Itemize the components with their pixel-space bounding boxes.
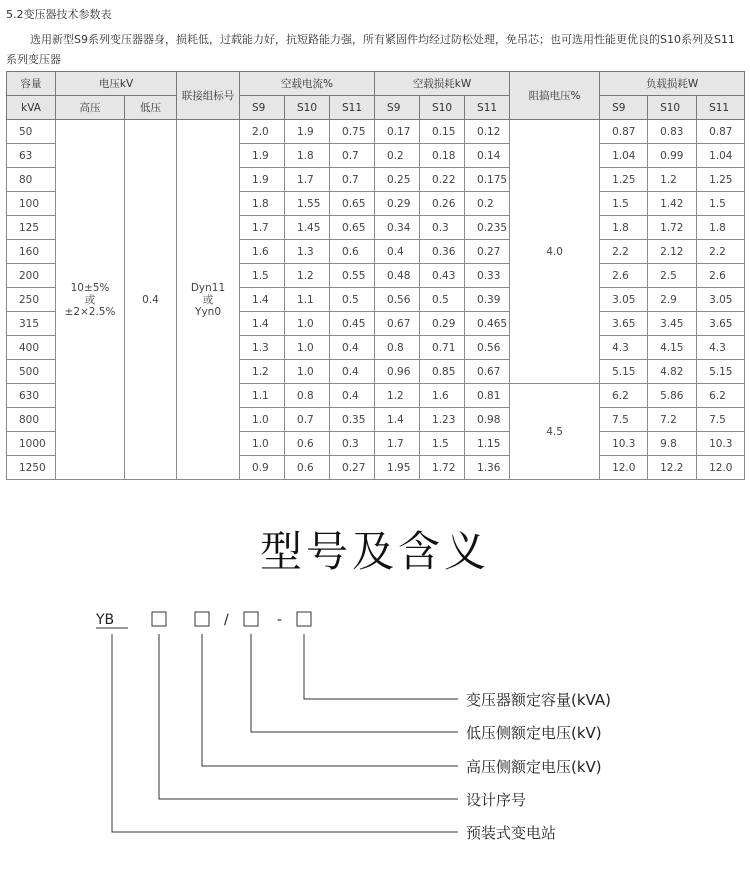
no-load-loss-cell: 0.18 [420,144,465,168]
load-loss-cell: 2.5 [648,264,697,288]
no-load-loss-cell: 0.2 [465,192,510,216]
no-load-current-cell: 1.3 [240,336,285,360]
load-loss-cell: 2.6 [697,264,745,288]
no-load-loss-cell: 0.67 [465,360,510,384]
no-load-current-cell: 0.7 [330,168,375,192]
section-title: 5.2变压器技术参数表 [6,8,112,21]
code-box-1 [152,612,166,626]
no-load-current-cell: 0.27 [330,456,375,480]
meaning-design-number: 设计序号 [466,791,527,809]
load-loss-cell: 1.5 [600,192,648,216]
high-voltage-cell [56,120,125,480]
no-load-current-cell: 1.2 [240,360,285,384]
no-load-loss-cell: 1.2 [375,384,420,408]
header-no-load-loss: 空载损耗kW [375,72,510,96]
no-load-current-cell: 1.0 [285,312,330,336]
vector-group-cell-line: 或 [202,293,214,306]
no-load-loss-cell: 0.27 [465,240,510,264]
no-load-loss-cell: 0.17 [375,120,420,144]
capacity-cell: 250 [7,288,56,312]
no-load-loss-cell: 0.465 [465,312,510,336]
intro-paragraph: 选用新型S9系列变压器器身，损耗低，过载能力好，抗短路能力强，所有紧固件均经过防松处理，免吊芯；也可选用性能更优良的S10系列及S11系列变压器 [6,33,735,66]
load-loss-cell: 1.8 [600,216,648,240]
no-load-loss-cell: 1.7 [375,432,420,456]
capacity-cell: 400 [7,336,56,360]
no-load-loss-cell: 0.98 [465,408,510,432]
meaning-low-voltage: 低压侧额定电压(kV) [466,724,602,742]
no-load-loss-cell: 0.26 [420,192,465,216]
header-low-voltage: 低压 [125,96,177,120]
load-loss-cell: 0.99 [648,144,697,168]
impedance-cell-upper [510,120,600,384]
model-code-diagram [0,590,750,850]
no-load-loss-cell: 0.85 [420,360,465,384]
no-load-loss-cell: 0.39 [465,288,510,312]
capacity-cell: 125 [7,216,56,240]
high-voltage-cell-line: 10±5% [70,281,110,294]
model-title: 型号及含义 [259,527,490,576]
load-loss-cell: 1.8 [697,216,745,240]
no-load-current-cell: 0.35 [330,408,375,432]
no-load-current-cell: 1.3 [285,240,330,264]
load-loss-cell: 5.86 [648,384,697,408]
no-load-loss-cell: 0.8 [375,336,420,360]
header-p0-s11: S11 [465,96,510,120]
no-load-current-cell: 0.6 [285,456,330,480]
no-load-loss-cell: 0.2 [375,144,420,168]
leader-capacity [304,634,458,699]
no-load-current-cell: 1.9 [285,120,330,144]
vector-group-cell-line: Yyn0 [195,305,221,318]
code-slash: / [224,612,229,628]
load-loss-cell: 1.2 [648,168,697,192]
load-loss-cell: 0.83 [648,120,697,144]
no-load-current-cell: 0.75 [330,120,375,144]
load-loss-cell: 4.3 [697,336,745,360]
no-load-loss-cell: 1.95 [375,456,420,480]
low-voltage-cell-line: 0.4 [142,293,159,306]
header-pk-s10: S10 [648,96,697,120]
header-p0-s10: S10 [420,96,465,120]
no-load-loss-cell: 0.12 [465,120,510,144]
no-load-current-cell: 0.7 [285,408,330,432]
load-loss-cell: 0.87 [697,120,745,144]
leader-low-voltage [251,634,458,732]
no-load-loss-cell: 0.4 [375,240,420,264]
load-loss-cell: 4.82 [648,360,697,384]
table-row [7,120,745,144]
load-loss-cell: 3.05 [600,288,648,312]
no-load-current-cell: 1.4 [240,288,285,312]
no-load-loss-cell: 0.175 [465,168,510,192]
no-load-current-cell: 0.6 [330,240,375,264]
load-loss-cell: 12.0 [600,456,648,480]
load-loss-cell: 3.65 [697,312,745,336]
no-load-loss-cell: 1.5 [420,432,465,456]
no-load-current-cell: 1.1 [240,384,285,408]
no-load-current-cell: 1.55 [285,192,330,216]
no-load-loss-cell: 0.3 [420,216,465,240]
no-load-current-cell: 0.4 [330,360,375,384]
load-loss-cell: 1.72 [648,216,697,240]
no-load-current-cell: 1.5 [240,264,285,288]
capacity-cell: 1250 [7,456,56,480]
load-loss-cell: 6.2 [697,384,745,408]
no-load-loss-cell: 0.81 [465,384,510,408]
no-load-loss-cell: 0.67 [375,312,420,336]
no-load-loss-cell: 0.48 [375,264,420,288]
load-loss-cell: 3.05 [697,288,745,312]
load-loss-cell: 6.2 [600,384,648,408]
capacity-cell: 50 [7,120,56,144]
header-no-load-current: 空载电流% [240,72,375,96]
no-load-current-cell: 1.45 [285,216,330,240]
no-load-current-cell: 0.4 [330,336,375,360]
low-voltage-cell [125,120,177,480]
load-loss-cell: 7.2 [648,408,697,432]
leader-design-number [159,634,458,799]
no-load-current-cell: 1.0 [240,408,285,432]
no-load-loss-cell: 1.15 [465,432,510,456]
load-loss-cell: 1.04 [697,144,745,168]
load-loss-cell: 3.65 [600,312,648,336]
capacity-cell: 100 [7,192,56,216]
load-loss-cell: 5.15 [600,360,648,384]
no-load-current-cell: 1.0 [240,432,285,456]
load-loss-cell: 4.15 [648,336,697,360]
load-loss-cell: 12.0 [697,456,745,480]
header-i-s11: S11 [330,96,375,120]
header-load-loss: 负载损耗W [600,72,745,96]
capacity-cell: 630 [7,384,56,408]
code-prefix: YB [96,612,115,628]
header-i-s9: S9 [240,96,285,120]
no-load-current-cell: 1.4 [240,312,285,336]
load-loss-cell: 1.25 [600,168,648,192]
no-load-current-cell: 1.8 [240,192,285,216]
load-loss-cell: 7.5 [600,408,648,432]
code-box-4 [297,612,311,626]
no-load-current-cell: 0.9 [240,456,285,480]
no-load-loss-cell: 0.235 [465,216,510,240]
no-load-loss-cell: 0.96 [375,360,420,384]
no-load-current-cell: 1.7 [240,216,285,240]
no-load-loss-cell: 0.56 [465,336,510,360]
load-loss-cell: 2.2 [697,240,745,264]
header-capacity: 容量 [7,72,56,96]
code-box-2 [195,612,209,626]
load-loss-cell: 1.04 [600,144,648,168]
no-load-current-cell: 0.8 [285,384,330,408]
no-load-current-cell: 1.0 [285,336,330,360]
no-load-loss-cell: 0.22 [420,168,465,192]
no-load-loss-cell: 0.5 [420,288,465,312]
load-loss-cell: 9.8 [648,432,697,456]
no-load-current-cell: 0.65 [330,192,375,216]
no-load-loss-cell: 0.34 [375,216,420,240]
capacity-cell: 200 [7,264,56,288]
load-loss-cell: 3.45 [648,312,697,336]
leader-prefix [112,634,458,832]
no-load-current-cell: 0.3 [330,432,375,456]
load-loss-cell: 2.12 [648,240,697,264]
no-load-loss-cell: 1.6 [420,384,465,408]
no-load-loss-cell: 0.33 [465,264,510,288]
no-load-loss-cell: 0.29 [420,312,465,336]
load-loss-cell: 12.2 [648,456,697,480]
capacity-cell: 160 [7,240,56,264]
impedance-cell-upper-line: 4.0 [546,245,563,258]
code-box-3 [244,612,258,626]
load-loss-cell: 4.3 [600,336,648,360]
no-load-current-cell: 1.7 [285,168,330,192]
load-loss-cell: 1.5 [697,192,745,216]
no-load-current-cell: 1.8 [285,144,330,168]
meaning-prefabricated-substation: 预装式变电站 [466,824,557,842]
header-pk-s11: S11 [697,96,745,120]
no-load-current-cell: 2.0 [240,120,285,144]
code-dash: - [277,612,283,628]
high-voltage-cell-line: 或 [84,293,96,306]
capacity-cell: 63 [7,144,56,168]
impedance-cell-lower [510,384,600,480]
no-load-current-cell: 0.65 [330,216,375,240]
no-load-loss-cell: 0.15 [420,120,465,144]
header-p0-s9: S9 [375,96,420,120]
capacity-cell: 500 [7,360,56,384]
no-load-loss-cell: 0.14 [465,144,510,168]
vector-group-cell [177,120,240,480]
leader-high-voltage [202,634,458,766]
no-load-loss-cell: 0.36 [420,240,465,264]
no-load-current-cell: 0.55 [330,264,375,288]
load-loss-cell: 0.87 [600,120,648,144]
load-loss-cell: 2.2 [600,240,648,264]
no-load-loss-cell: 1.23 [420,408,465,432]
load-loss-cell: 2.9 [648,288,697,312]
no-load-loss-cell: 0.71 [420,336,465,360]
no-load-loss-cell: 0.29 [375,192,420,216]
meaning-capacity: 变压器额定容量(kVA) [466,691,611,709]
no-load-current-cell: 1.9 [240,168,285,192]
spec-table [6,71,745,480]
vector-group-cell-line: Dyn11 [190,281,226,294]
no-load-loss-cell: 0.43 [420,264,465,288]
no-load-loss-cell: 0.25 [375,168,420,192]
capacity-cell: 1000 [7,432,56,456]
header-impedance: 阻搞电压% [510,72,600,120]
high-voltage-cell-line: ±2×2.5% [64,305,116,318]
load-loss-cell: 10.3 [600,432,648,456]
impedance-cell-lower-line: 4.5 [546,425,563,438]
load-loss-cell: 2.6 [600,264,648,288]
header-vector-group: 联接组标号 [177,72,240,120]
meaning-high-voltage: 高压侧额定电压(kV) [466,758,602,776]
header-voltage: 电压kV [56,72,177,96]
no-load-current-cell: 1.9 [240,144,285,168]
no-load-current-cell: 0.5 [330,288,375,312]
no-load-loss-cell: 0.56 [375,288,420,312]
no-load-loss-cell: 1.72 [420,456,465,480]
load-loss-cell: 7.5 [697,408,745,432]
no-load-current-cell: 1.0 [285,360,330,384]
load-loss-cell: 5.15 [697,360,745,384]
load-loss-cell: 10.3 [697,432,745,456]
no-load-current-cell: 0.45 [330,312,375,336]
no-load-current-cell: 1.6 [240,240,285,264]
header-capacity-unit: kVA [7,96,56,120]
no-load-loss-cell: 1.36 [465,456,510,480]
no-load-current-cell: 0.7 [330,144,375,168]
no-load-current-cell: 0.4 [330,384,375,408]
header-i-s10: S10 [285,96,330,120]
header-pk-s9: S9 [600,96,648,120]
no-load-current-cell: 1.2 [285,264,330,288]
no-load-current-cell: 0.6 [285,432,330,456]
capacity-cell: 800 [7,408,56,432]
no-load-current-cell: 1.1 [285,288,330,312]
load-loss-cell: 1.25 [697,168,745,192]
load-loss-cell: 1.42 [648,192,697,216]
header-high-voltage: 高压 [56,96,125,120]
capacity-cell: 315 [7,312,56,336]
capacity-cell: 80 [7,168,56,192]
no-load-loss-cell: 1.4 [375,408,420,432]
